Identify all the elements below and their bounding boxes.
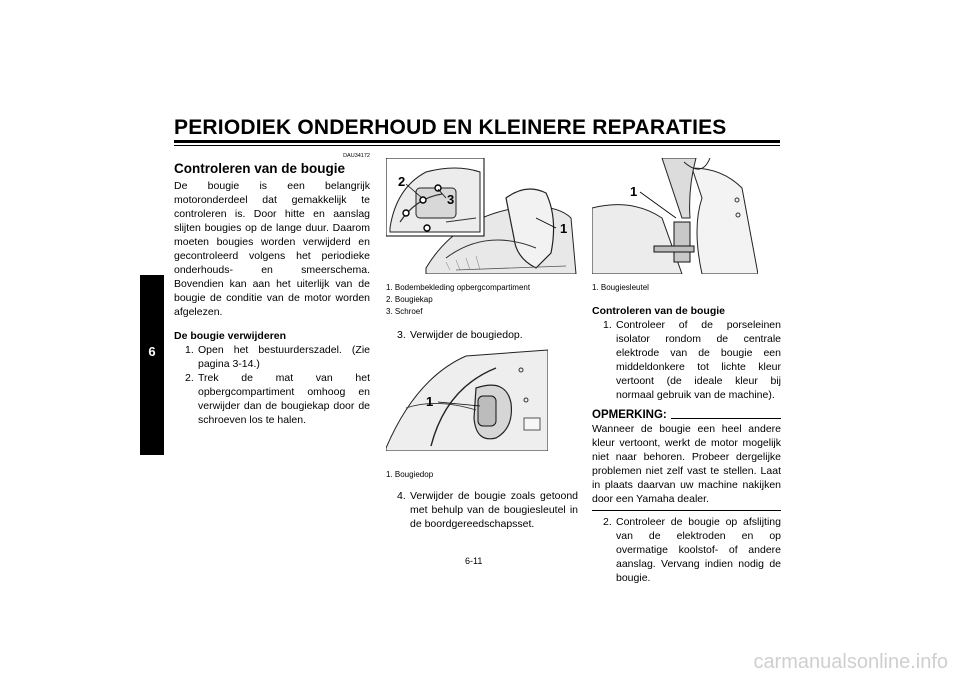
figure-bougiedop — [386, 348, 548, 451]
figure-bougiesleutel — [592, 158, 758, 274]
step-item: 3. Verwijder de bougiedop. — [397, 329, 523, 341]
section-title: Controleren van de bougie — [174, 161, 346, 176]
check-steps — [592, 318, 781, 402]
callout-2: 2 — [398, 174, 406, 189]
callout-1: 1 — [630, 184, 638, 199]
check-heading: Controleren van de bougie — [592, 305, 726, 317]
callout-1: 1 — [426, 394, 434, 409]
note-rule — [671, 418, 781, 419]
figure-bougiekap — [386, 158, 578, 274]
watermark: carmanualsonline.info — [753, 651, 948, 673]
caption-line: 3. Schroef — [386, 307, 423, 316]
check-steps-2 — [592, 515, 781, 585]
step-item: 2. Trek de mat van het opbergcompartiment omhoog en verwijder dan de bougiekap door de schroeven los te halen. — [185, 372, 370, 426]
step-item: 2. Controleer de bougie op afslijting van de elektroden en op overmatige koolstof- of andere aanslag. Vervang indien nodig de bougie. — [603, 516, 781, 584]
figure-captions — [386, 282, 578, 318]
caption-line: 1. Bodembekleding opbergcompartiment — [386, 283, 531, 292]
note-end-rule — [592, 510, 781, 511]
figure-bougiedop-illustration — [386, 348, 548, 451]
caption-line: 1. Bougiedop — [386, 470, 434, 479]
figure-bougiesleutel-illustration — [592, 158, 758, 274]
note-header — [592, 408, 781, 422]
figure-bougiekap-illustration — [386, 158, 578, 274]
remove-heading: De bougie verwijderen — [174, 330, 287, 342]
callout-3: 3 — [447, 192, 455, 207]
figure-captions — [592, 282, 781, 294]
step-item: 4. Verwijder de bougie zoals getoond met behulp van de bougiesleutel in de boordgereedschapsset. — [397, 490, 578, 530]
header-rule — [174, 140, 780, 143]
step-item: 1. Open het bestuurderszadel. (Zie pagina 3-14.) — [185, 344, 370, 370]
note-title: OPMERKING: — [592, 409, 667, 421]
header-rule-thin — [174, 145, 780, 146]
step-item: 1. Controleer of de porseleinen isolator rondom de centrale elektrode van de bougie een middeldonkere tot lichte kleur vertoont (de ideale kleur bij normaal gebruik van de machine). — [603, 319, 781, 401]
column-1 — [174, 150, 370, 427]
page-title: PERIODIEK ONDERHOUD EN KLEINERE REPARATIES — [174, 116, 727, 139]
remove-steps — [174, 343, 370, 427]
note-body: Wanneer de bougie een heel andere kleur vertoont, werkt de motor mogelijk niet naar behoren. Probeer dergelijke problemen niet zelf vast te stellen. Laat in plaats daarvan uw machine nakijken door een Yamaha dealer. — [592, 423, 781, 505]
section-code: DAU34172 — [343, 153, 370, 159]
column-3 — [592, 158, 781, 585]
step-list-3 — [386, 328, 578, 342]
caption-line: 1. Bougiesleutel — [592, 283, 649, 292]
column-2 — [386, 158, 578, 531]
chapter-tab — [140, 275, 164, 455]
callout-1: 1 — [560, 221, 568, 236]
intro-paragraph: De bougie is een belangrijk motoronderdeel dat gemakkelijk te controleren is. Door hitte en aanslag slijten bougies op de lange duur. Daarom moeten bougies worden verwijderd en gecontroleerd volgens het periodieke onderhouds- en smeerschema. Bovendien kan aan het uiterlijk van de bougie de conditie van de motor worden afgelezen. — [174, 180, 370, 318]
step-list-4 — [386, 489, 578, 531]
caption-line: 2. Bougiekap — [386, 295, 433, 304]
page-number: 6-11 — [465, 556, 483, 566]
figure-captions — [386, 469, 578, 481]
chapter-number: 6 — [148, 344, 156, 359]
